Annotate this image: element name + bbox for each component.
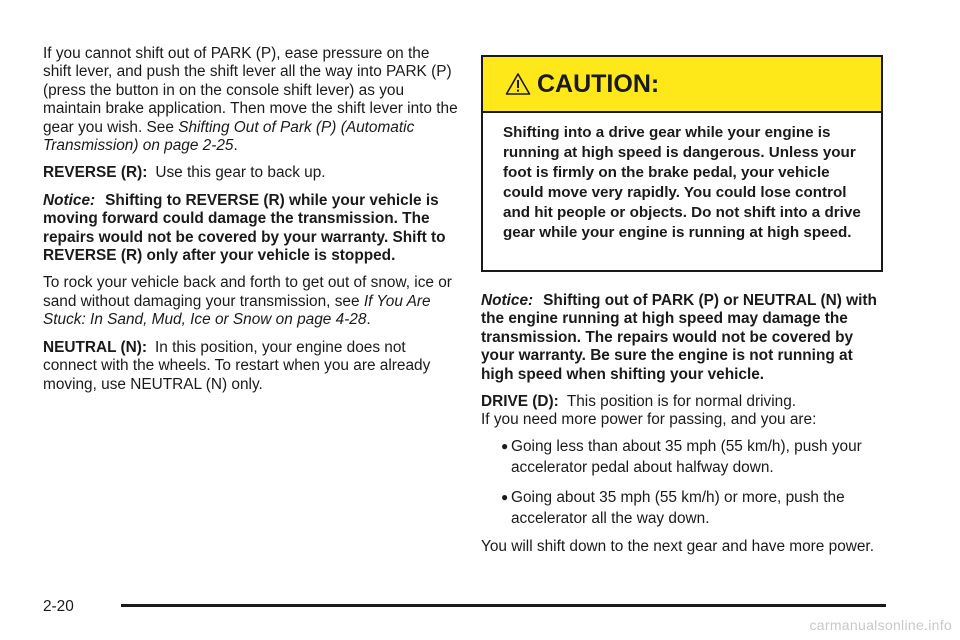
rock-vehicle-text: To rock your vehicle back and forth to get out of snow, ice or sand without damaging your transmission, see bbox=[43, 274, 452, 310]
passing-list bbox=[481, 436, 885, 529]
drive-label: DRIVE (D): bbox=[481, 393, 559, 411]
bullet-icon: ● bbox=[501, 489, 509, 504]
neutral-paragraph bbox=[43, 339, 461, 394]
right-column bbox=[481, 292, 885, 565]
page-number: 2-20 bbox=[43, 598, 74, 615]
stuck-reference-link[interactable]: If You Are Stuck: In Sand, Mud, Ice or Snow on page 4-28 bbox=[43, 292, 431, 329]
watermark: carmanualsonline.info bbox=[809, 617, 952, 633]
rock-vehicle-paragraph: To rock your vehicle back and forth to get out of snow, ice or sand without damaging your transmission, see If You Are Stuck: In Sand, Mud, Ice or Snow on page 4-28. bbox=[43, 274, 452, 329]
park-neutral-notice-text: Shifting out of PARK (P) or NEUTRAL (N) with the engine running at high speed may damage the transmission. The repairs would not be covered by your warranty. Be sure the engine is not running at high speed when shifting your vehicle. bbox=[481, 292, 877, 383]
reverse-notice bbox=[43, 192, 461, 266]
shift-down-paragraph: You will shift down to the next gear and have more power. bbox=[481, 537, 874, 555]
warning-triangle-icon bbox=[505, 72, 531, 96]
notice-label: Notice: bbox=[43, 191, 96, 209]
left-column bbox=[43, 45, 461, 403]
neutral-text: In this position, your engine does not connect with the wheels. To restart when you are already moving, use NEUTRAL (N) only. bbox=[43, 338, 431, 393]
park-shift-reference-link[interactable]: Shifting Out of Park (P) (Automatic Transmission) on page 2-25 bbox=[43, 118, 415, 155]
caution-box bbox=[481, 55, 883, 272]
reverse-text: Use this gear to back up. bbox=[155, 164, 326, 182]
drive-text: This position is for normal driving. bbox=[566, 393, 797, 411]
bullet-icon: ● bbox=[501, 438, 509, 453]
list-item: ● Going about 35 mph (55 km/h) or more, push the accelerator all the way down. bbox=[501, 488, 845, 527]
park-shift-paragraph: If you cannot shift out of PARK (P), ease pressure on the shift lever, and push the shift lever all the way into PARK (P) (press the button in on the console shift lever) as you maintain brake application. Then move the shift lever into the gear you wish. See Shifting Out of Park (P) (Automatic Transmission) on page 2-25. bbox=[43, 45, 458, 155]
park-neutral-notice bbox=[481, 292, 885, 384]
caution-body: Shifting into a drive gear while your engine is running at high speed is dangerous. Unless your foot is firmly on the brake pedal, your vehicle could move very rapidly. You could lose control and hit people or objects. Do not shift into a drive gear while your engine is running at high speed. bbox=[503, 124, 861, 241]
caution-header bbox=[483, 57, 881, 113]
reverse-label: REVERSE (R): bbox=[43, 164, 148, 182]
list-item: ● Going less than about 35 mph (55 km/h), push your accelerator pedal about halfway down. bbox=[501, 437, 862, 476]
drive-text-2: If you need more power for passing, and you are: bbox=[481, 411, 817, 429]
neutral-label: NEUTRAL (N): bbox=[43, 338, 148, 356]
reverse-notice-text: Shifting to REVERSE (R) while your vehicle is moving forward could damage the transmission. The repairs would not be covered by your warranty. Shift to REVERSE (R) only after your vehicle is stopped. bbox=[43, 191, 446, 265]
reverse-paragraph bbox=[43, 164, 461, 182]
footer-rule bbox=[121, 604, 886, 607]
notice-label: Notice: bbox=[481, 292, 534, 309]
park-shift-text: If you cannot shift out of PARK (P), ease pressure on the shift lever, and push the shift lever all the way into PARK (P) (press the button in on the console shift lever) as you maintain brake application. Then move the shift lever into the gear you wish. See bbox=[43, 45, 458, 136]
caution-title: CAUTION: bbox=[537, 69, 660, 98]
drive-paragraph bbox=[481, 393, 885, 430]
